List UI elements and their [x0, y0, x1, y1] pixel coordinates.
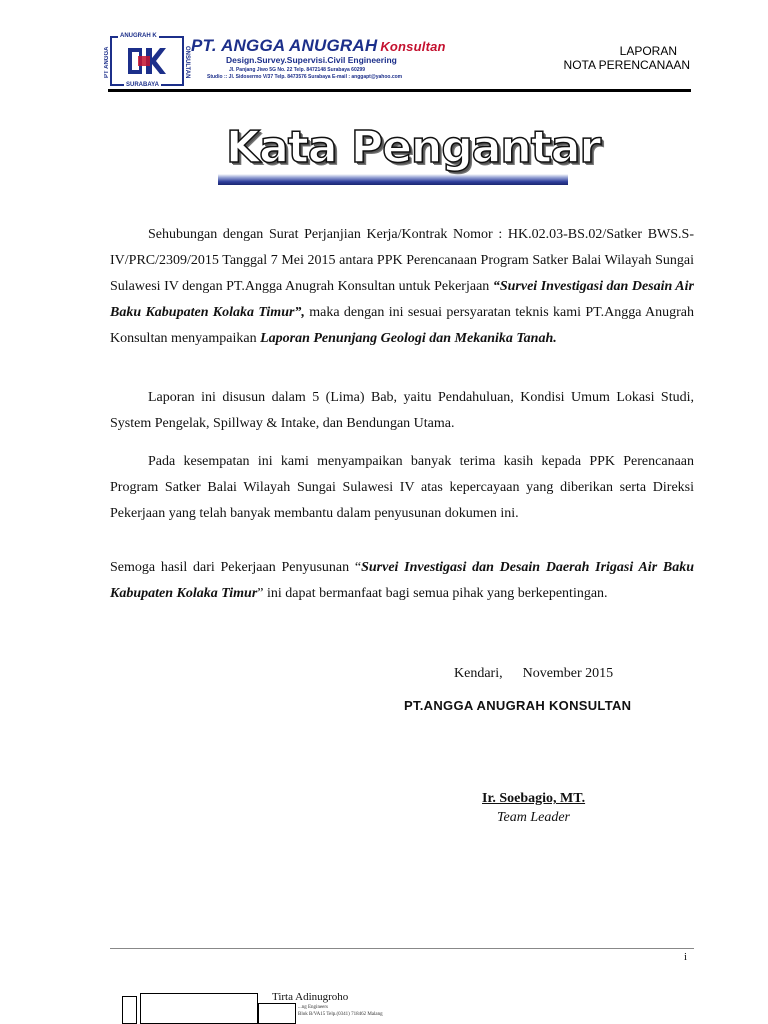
paragraph-3 — [110, 449, 694, 527]
paragraph-1-intro: Sehubungan dengan Surat Perjanjian Kerja/Kontrak Nomor : HK.02.03-BS.02/Satker BWS.S-IV/PRC/2309/2015 Tanggal 7 Mei 2015 antara PPK Perencanaan Program Satker Balai Wilayah Sungai Sulawesi IV dengan PT.Angga Anugrah Konsultan untuk Pekerjaan — [110, 227, 694, 294]
logo-text-top: ANUGRAH K — [120, 33, 157, 39]
paragraph-4-outro: ” ini dapat bermanfaat bagi semua pihak yang berkepentingan. — [257, 586, 608, 601]
company-name — [191, 36, 446, 56]
company-name-main: PT. ANGGA ANUGRAH — [191, 36, 378, 55]
paragraph-2-text: Laporan ini disusun dalam 5 (Lima) Bab, yaitu Pendahuluan, Kondisi Umum Lokasi Studi, System Pengelak, Spillway & Intake, dan Bendungan Utama. — [110, 390, 694, 431]
paragraph-3-text: Pada kesempatan ini kami menyampaikan banyak terima kasih kepada PPK Perencanaan Program Satker Balai Wilayah Sungai Sulawesi IV atas kepercayaan yang diberikan serta Direksi Pekerjaan yang telah banyak membantu dalam penyusunan dokumen ini. — [110, 454, 694, 521]
signer-role: Team Leader — [497, 810, 570, 825]
footer-address: Blok B/VA15 Telp.(0341) 718462 Malang — [298, 1012, 383, 1017]
place: Kendari, — [454, 666, 503, 681]
date: November 2015 — [522, 666, 614, 681]
document-label-line2: NOTA PERENCANAAN — [563, 58, 690, 72]
footer-subtitle: ...ng Engineers — [298, 1005, 328, 1010]
report-title: Laporan Penunjang Geologi dan Mekanika Tanah. — [260, 331, 557, 346]
signer-name: Ir. Soebagio, MT. — [482, 791, 586, 806]
logo-text-left: PT ANGGA — [104, 46, 110, 78]
document-label-line1: LAPORAN — [619, 44, 677, 58]
paragraph-2 — [110, 385, 694, 437]
page-title-text: Kata Pengantar — [226, 122, 601, 173]
title-underline-bar — [218, 174, 568, 185]
page-title — [218, 118, 601, 190]
place-date — [454, 666, 613, 682]
company-tagline: Design.Survey.Supervisi.Civil Engineering — [226, 55, 397, 65]
footer-company-name: Tirta Adinugroho — [272, 991, 349, 1003]
logo-text-right: ONSULTAN — [184, 45, 190, 79]
footer-frame-side — [258, 1003, 296, 1024]
project-title-2: Survei Investigasi dan Desain Daerah Irigasi Air Baku Kabupaten Kolaka Timur — [110, 560, 694, 601]
logo-text-bottom: SURABAYA — [126, 82, 159, 88]
company-name-suffix: Konsultan — [380, 39, 446, 54]
document-label — [490, 44, 690, 72]
company-address-line1: Jl. Panjang Jiwo 5G No. 22 Telp. 8472148 Surabaya 60299 — [229, 67, 366, 73]
footer-divider — [110, 948, 694, 949]
paragraph-4-intro: Semoga hasil dari Pekerjaan Penyusunan “ — [110, 560, 362, 575]
paragraph-1-middle: maka dengan ini sesuai persyaratan teknis kami PT.Angga Anugrah Konsultan menyampaikan — [110, 305, 695, 346]
page-number: i — [684, 951, 688, 963]
footer-frame-small — [122, 996, 137, 1024]
signoff-company: PT.ANGGA ANUGRAH KONSULTAN — [404, 698, 632, 713]
header-divider — [108, 89, 691, 92]
paragraph-4 — [110, 555, 694, 607]
footer-frame-main — [140, 993, 258, 1024]
project-title: “Survei Investigasi dan Desain Air Baku Kabupaten Kolaka Timur”, — [110, 279, 694, 320]
paragraph-1 — [110, 222, 694, 352]
company-logo-mark — [126, 46, 166, 76]
company-address-line2: Studio :: Jl. Sidosermo V/37 Telp. 8473576 Surabaya E-mail : anggapt@yahoo.com — [207, 74, 403, 80]
